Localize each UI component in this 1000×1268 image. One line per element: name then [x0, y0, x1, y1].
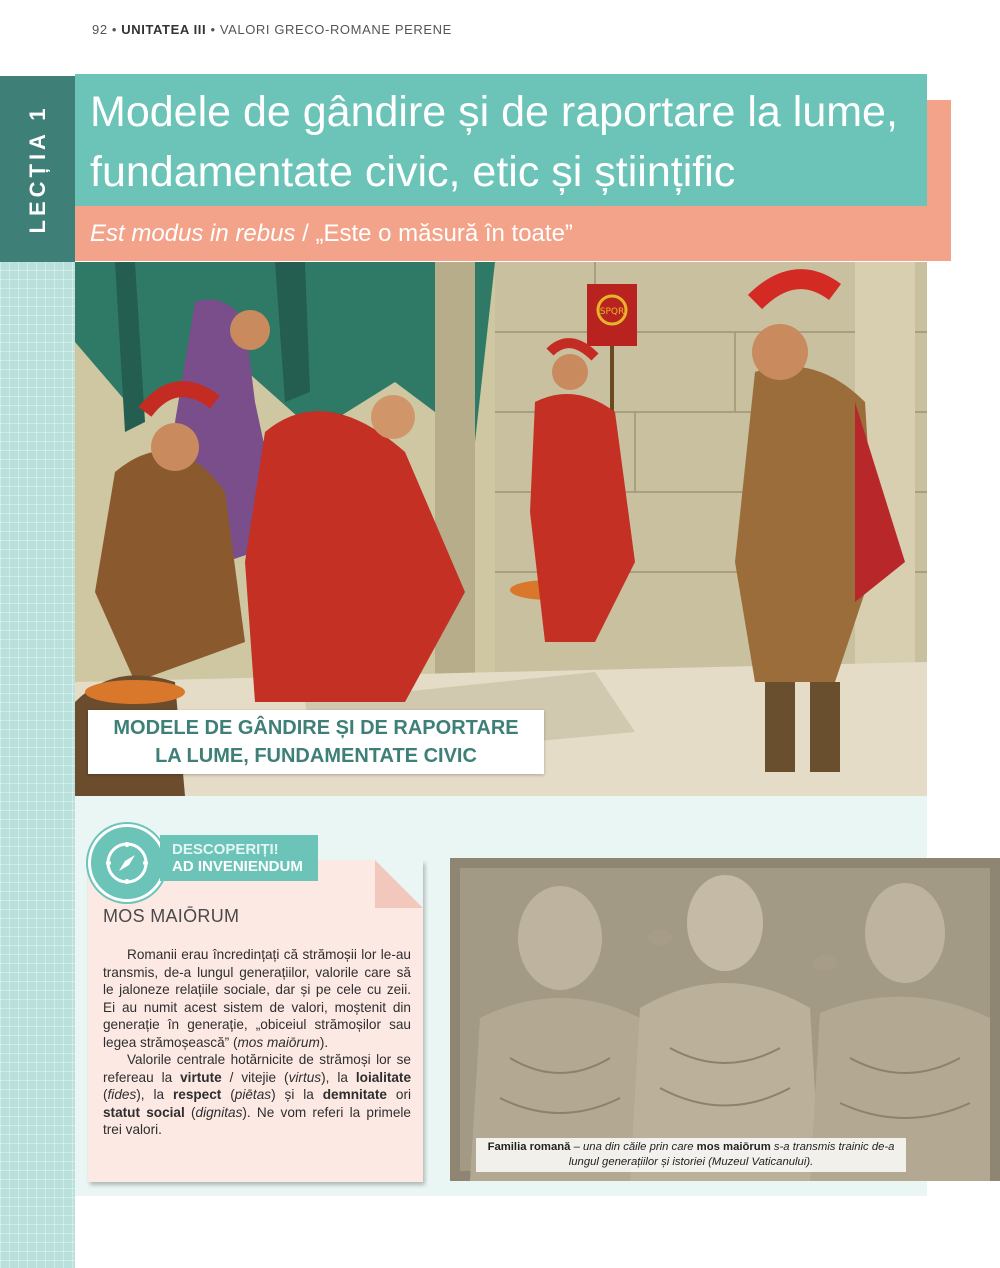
badge-line1: DESCOPERIȚI! — [172, 841, 279, 858]
card-body — [103, 946, 411, 1139]
section-caption — [88, 710, 544, 774]
key-term: respect — [172, 1087, 222, 1102]
text-run: ). Ne vom referi la primele trei valori. — [103, 1104, 411, 1137]
text-run: ( — [103, 1087, 108, 1102]
header-separator: • — [210, 22, 216, 37]
text-run: ) și la — [271, 1087, 323, 1102]
card-folded-corner — [375, 860, 423, 908]
caption-bold: mos maiōrum — [696, 1141, 771, 1153]
card-heading: MOS MAIŌRUM — [103, 906, 240, 926]
page-subtitle — [90, 220, 573, 248]
running-header — [92, 22, 452, 37]
key-term: virtute — [180, 1069, 222, 1085]
lesson-tab-label: LECȚIA 1 — [24, 104, 50, 234]
text-run: Romanii erau încredințați că strămoșii lor le-au transmis, de-a lungul generațiilor, valorile care să le jaloneze relațiile sociale, dar și pe cele cu zeii. Ei au numit acest sistem de valori, moștenit din generație în generație, „obiceiul strămoșilor sau legea strămoșească” ( — [103, 947, 411, 1050]
card-paragraph — [103, 946, 411, 1051]
text-run: ( — [184, 1104, 196, 1120]
section-caption-line2: LA LUME, FUNDAMENTATE CIVIC — [155, 745, 477, 767]
key-term: statut social — [103, 1104, 185, 1120]
latin-term: piētas — [234, 1087, 272, 1102]
unit-title: VALORI GRECO-ROMANE PERENE — [219, 22, 452, 37]
caption-bold: Familia romană — [487, 1141, 571, 1153]
lesson-tab — [0, 76, 75, 262]
section-caption-line1: MODELE DE GÂNDIRE ȘI DE RAPORTARE — [113, 717, 519, 739]
card-paragraph — [103, 1051, 411, 1139]
compass-badge — [88, 824, 166, 902]
side-mosaic-decoration — [0, 262, 75, 1268]
unit-label: UNITATEA III — [121, 22, 207, 37]
side-top-strip — [0, 0, 75, 76]
caption-text: s-a transmis trainic de-a lungul generațiilor și istoriei (Muzeul Vaticanului). — [568, 1141, 895, 1168]
subtitle-latin: Est modus in rebus — [90, 220, 296, 247]
relief-drawing — [450, 858, 1000, 1181]
header-separator: • — [111, 22, 118, 37]
latin-term: dignitas — [195, 1104, 243, 1120]
latin-term: fides — [107, 1087, 137, 1102]
key-term: demnitate — [322, 1087, 387, 1102]
badge-label — [160, 835, 318, 881]
latin-term: mos maiōrum — [237, 1034, 320, 1050]
subtitle-translation: „Este o măsură în toate” — [315, 220, 573, 247]
text-run: ( — [221, 1087, 235, 1102]
subtitle-slash: / — [302, 220, 309, 247]
text-run: ), la — [321, 1069, 356, 1085]
page-title: Modele de gândire și de raportare la lume, fundamentate civic, etic și științific — [90, 88, 898, 196]
text-run: Valorile centrale hotărnicite de strămoși lor se refereau la — [103, 1052, 411, 1085]
text-run: ). — [319, 1034, 329, 1050]
roman-family-relief-photo — [450, 858, 1000, 1181]
latin-term: virtus — [288, 1069, 322, 1085]
page-number: 92 — [92, 22, 108, 37]
spqr-banner-text: SPQR — [599, 307, 625, 317]
badge-line2: AD INVENIENDUM — [172, 858, 303, 875]
text-run: / vitejie ( — [221, 1069, 289, 1085]
caption-text: – una din căile prin care — [570, 1141, 697, 1153]
compass-icon — [105, 841, 149, 885]
text-run: ori — [386, 1087, 411, 1102]
photo-caption — [476, 1138, 906, 1172]
text-run: ), la — [136, 1087, 173, 1102]
key-term: loialitate — [355, 1069, 412, 1085]
